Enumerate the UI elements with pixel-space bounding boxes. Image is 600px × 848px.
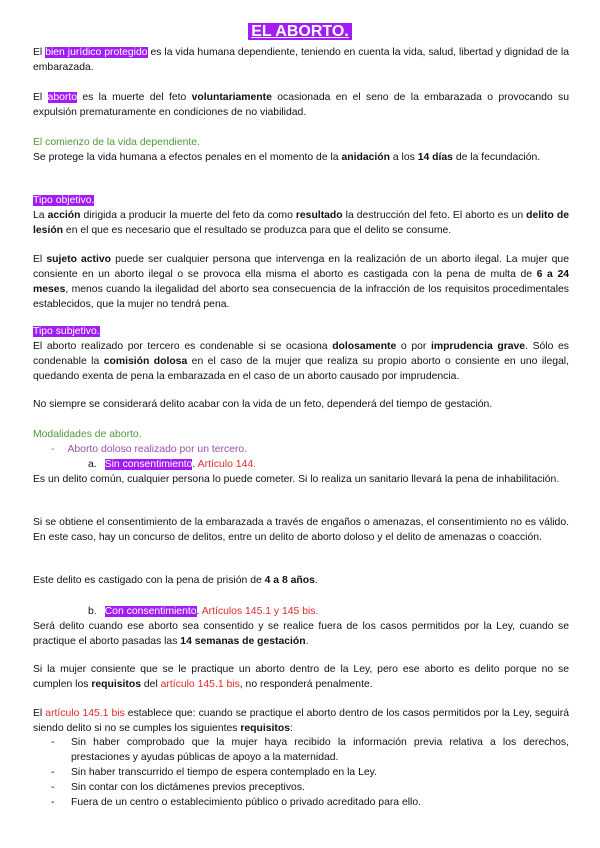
- highlight-bien-juridico: bien jurídico protegido: [45, 47, 148, 58]
- paragraph-accion-resultado: La acción dirigida a producir la muerte del feto da como resultado la destrucción del feto. El aborto es un delito de lesión en el que es necesario que el resultado se produzca para que el delito se consume.: [33, 210, 569, 236]
- paragraph-pena-prision: Este delito es castigado con la pena de prisión de 4 a 8 años.: [33, 575, 318, 586]
- paragraph-dolo-imprudencia: El aborto realizado por tercero es condenable si se ocasiona dolosamente o por imprudencia grave. Sólo es condenable la comisión dolosa en el caso de la mujer que realiza su propio aborto o consiente en uno ilegal, quedando exenta de pena la embarazada en el caso de un aborto causado por imprudencia.: [33, 341, 570, 382]
- list-item: - Sin haber comprobado que la mujer haya recibido la información previa relativa a los derechos, prestaciones y ayudas públicas de apoyo a la maternidad.: [51, 737, 569, 763]
- heading-modalidades: Modalidades de aborto.: [33, 429, 142, 440]
- ref-articulo-144: Artículo 144.: [195, 459, 257, 470]
- list-item: - Fuera de un centro o establecimiento público o privado acreditado para ello.: [51, 797, 422, 808]
- list-item: - Sin contar con los dictámenes previos preceptivos.: [51, 782, 305, 793]
- heading-comienzo-vida: El comienzo de la vida dependiente.: [33, 137, 200, 148]
- ref-articulos-145: Artículos 145.1 y 145 bis.: [199, 606, 319, 617]
- paragraph-aborto-definicion: El aborto es la muerte del feto voluntariamente ocasionada en el seno de la embarazada o provocando su expulsión prematuramente en condiciones de no viabilidad.: [33, 92, 569, 118]
- item-b-con-consentimiento: b. Con consentimiento. Artículos 145.1 y 145 bis.: [88, 606, 319, 617]
- paragraph-sujeto-activo: El sujeto activo puede ser cualquier persona que intervenga en la realización de un aborto ilegal. La mujer que consiente en un aborto ilegal o se provoca ella misma el aborto es castigada con la pena de multa de 6 a 24 meses, menos cuando la ilegalidad del aborto sea consecuencia de la infracción de los requisitos procedimentales establecidos, que la mujer no tendrá pena.: [33, 254, 570, 310]
- paragraph-tiempo-gestacion: No siempre se considerará delito acabar con la vida de un feto, dependerá del tiempo de gestación.: [33, 399, 493, 410]
- paragraph-enganos-amenazas: Si se obtiene el consentimiento de la embarazada a través de engaños o amenazas, el consentimiento no es válido. En este caso, hay un concurso de delitos, entre un delito de aborto doloso y el delito de amenazas o coacción.: [33, 517, 569, 543]
- paragraph-delito-comun: Es un delito común, cualquier persona lo puede cometer. Si lo realiza un sanitario llevará la pena de inhabilitación.: [33, 474, 560, 485]
- paragraph-comienzo-vida: Se protege la vida humana a efectos penales en el momento de la anidación a los 14 días de la fecundación.: [33, 152, 541, 163]
- list-item: - Sin haber transcurrido el tiempo de espera contemplado en la Ley.: [51, 767, 377, 778]
- highlight-con-consentimiento: Con consentimiento: [104, 606, 197, 617]
- paragraph-articulo-145-bis: El artículo 145.1 bis establece que: cuando se practique el aborto dentro de los casos permitidos por la Ley, seguirá siendo delito si no se cumples los siguientes requisitos:: [33, 708, 569, 734]
- heading-tipo-subjetivo: Tipo subjetivo.: [33, 326, 100, 337]
- highlight-aborto: aborto: [47, 92, 78, 103]
- paragraph-bien-juridico: El bien jurídico protegido es la vida humana dependiente, teniendo en cuenta la vida, salud, libertad y dignidad de la embarazada.: [33, 47, 569, 73]
- document-title: EL ABORTO.: [248, 23, 352, 40]
- heading-tipo-objetivo: Tipo objetivo.: [33, 195, 95, 206]
- paragraph-requisitos-ley: Si la mujer consiente que se le practique un aborto dentro de la Ley, pero ese aborto es delito porque no se cumplen los requisitos del artículo 145.1 bis, no responderá penalmente.: [33, 664, 569, 690]
- subheading-aborto-tercero: - Aborto doloso realizado por un tercero.: [51, 444, 248, 455]
- requisitos-list: [33, 735, 569, 810]
- item-a-sin-consentimiento: a. Sin consentimiento. Artículo 144.: [88, 459, 257, 470]
- highlight-sin-consentimiento: Sin consentimiento: [104, 459, 193, 470]
- paragraph-delito-consentido: Será delito cuando ese aborto sea consentido y se realice fuera de los casos permitidos por la Ley, cuando se practique el aborto pasadas las 14 semanas de gestación.: [33, 621, 569, 647]
